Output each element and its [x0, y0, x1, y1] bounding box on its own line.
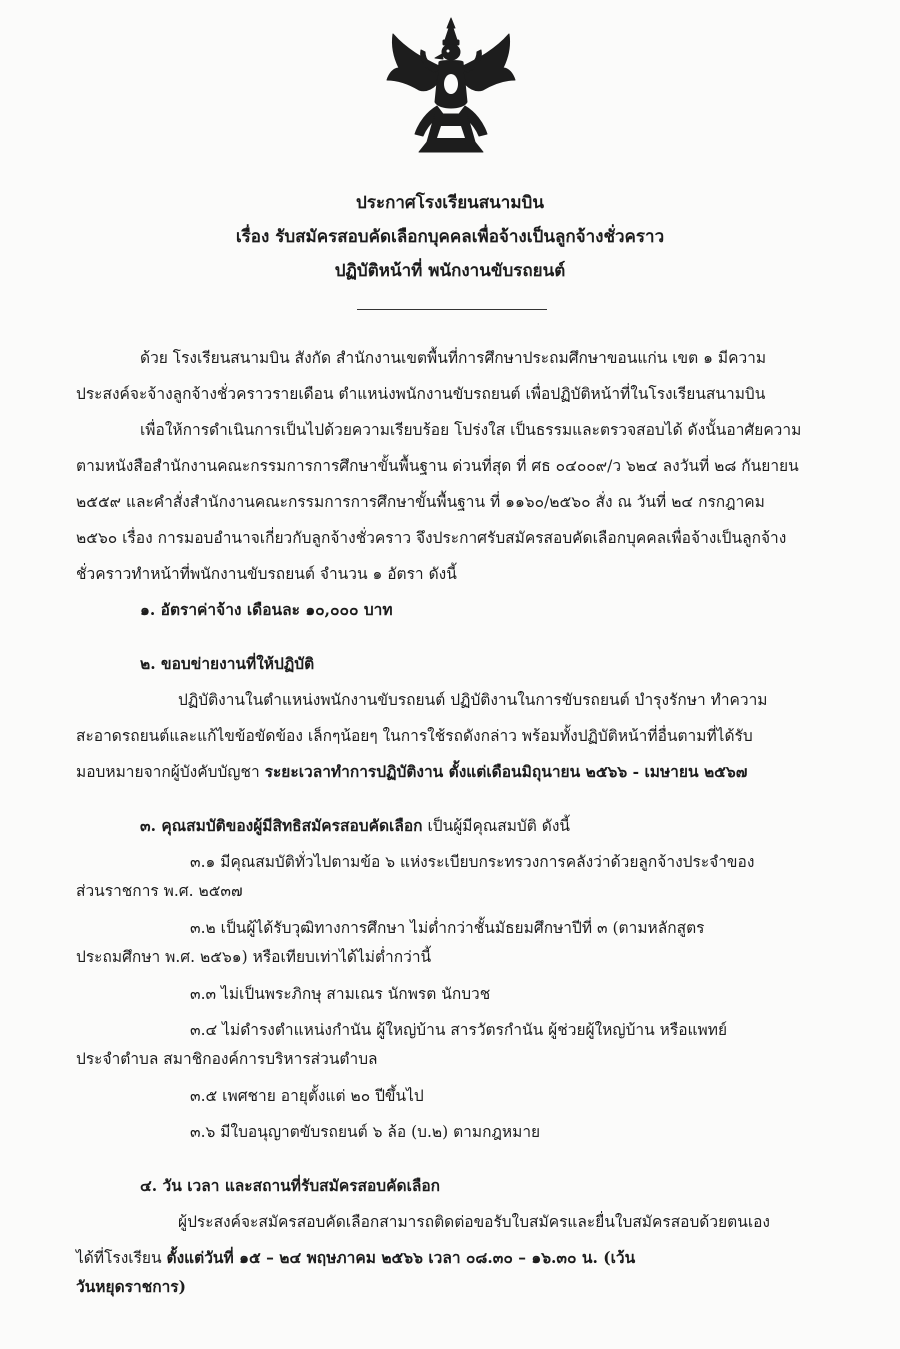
- section-4-text: [76, 1247, 635, 1269]
- qualification-item: ประถมศึกษา พ.ศ. ๒๕๖๑) หรือเทียบเท่าได้ไม่ต่ำกว่านี้: [76, 948, 432, 966]
- announcement-header: [0, 186, 900, 288]
- qualification-item: ๓.๒ เป็นผู้ได้รับวุฒิทางการศึกษา ไม่ต่ำกว่าชั้นมัธยมศึกษาปีที่ ๓ (ตามหลักสูตร: [190, 919, 705, 937]
- announcement-title: ประกาศโรงเรียนสนามบิน: [356, 193, 544, 213]
- qualification-item: ๓.๔ ไม่ดำรงตำแหน่งกำนัน ผู้ใหญ่บ้าน สารวัตรกำนัน ผู้ช่วยผู้ใหญ่บ้าน หรือแพทย์: [190, 1021, 728, 1039]
- intro-line: ๒๕๖๐ เรื่อง การมอบอำนาจเกี่ยวกับลูกจ้างชั่วคราว จึงประกาศรับสมัครสอบคัดเลือกบุคคลเพื่อจ้างเป็นลูกจ้าง: [76, 529, 787, 547]
- intro-line: ๒๕๕๙ และคำสั่งสำนักงานคณะกรรมการการศึกษาขั้นพื้นฐาน ที่ ๑๑๖๐/๒๕๖๐ สั่ง ณ วันที่ ๒๔ กรกฎาคม: [76, 493, 765, 511]
- intro-line: ประสงค์จะจ้างลูกจ้างชั่วคราวรายเดือน ตำแหน่งพนักงานขับรถยนต์ เพื่อปฏิบัติหน้าที่ในโรงเรียนสนามบิน: [76, 385, 766, 403]
- section-2-text: ปฏิบัติงานในตำแหน่งพนักงานขับรถยนต์ ปฏิบัติงานในการขับรถยนต์ บำรุงรักษา ทำความ: [178, 691, 768, 709]
- section-4-text: วันหยุดราชการ): [76, 1277, 186, 1296]
- qualification-item: ประจำตำบล สมาชิกองค์การบริหารส่วนตำบล: [76, 1050, 378, 1068]
- intro-line: ตามหนังสือสำนักงานคณะกรรมการการศึกษาขั้นพื้นฐาน ด่วนที่สุด ที่ ศธ ๐๔๐๐๙/ว ๖๒๔ ลงวันที่ ๒๘ กันยายน: [76, 457, 799, 475]
- qualification-item: ๓.๑ มีคุณสมบัติทั่วไปตามข้อ ๖ แห่งระเบียบกระทรวงการคลังว่าด้วยลูกจ้างประจำของ: [190, 853, 755, 871]
- section-3-heading-bold: ๓. คุณสมบัติของผู้มีสิทธิสมัครสอบคัดเลือก: [140, 816, 423, 835]
- header-divider: [357, 309, 547, 310]
- intro-line: ชั่วคราวทำหน้าที่พนักงานขับรถยนต์ จำนวน ๑ อัตรา ดังนี้: [76, 565, 457, 583]
- section-3-heading-rest: เป็นผู้มีคุณสมบัติ ดังนี้: [422, 817, 570, 835]
- section-2-text: สะอาดรถยนต์และแก้ไขข้อขัดข้อง เล็กๆน้อยๆ ในการใช้รถดังกล่าว พร้อมทั้งปฏิบัติหน้าที่อื่นตามที่ได้รับ: [76, 727, 753, 745]
- qualification-item: ๓.๓ ไม่เป็นพระภิกษุ สามเณร นักพรต นักบวช: [190, 985, 491, 1003]
- section-2-text: [76, 761, 747, 783]
- work-period: ระยะเวลาทำการปฏิบัติงาน ตั้งแต่เดือนมิถุนายน ๒๕๖๖ - เมษายน ๒๕๖๗: [264, 762, 748, 781]
- section-1-heading: ๑. อัตราค่าจ้าง เดือนละ ๑๐,๐๐๐ บาท: [140, 600, 393, 619]
- section-3-heading: [140, 815, 570, 837]
- announcement-subject: เรื่อง รับสมัครสอบคัดเลือกบุคคลเพื่อจ้างเป็นลูกจ้างชั่วคราว: [235, 227, 665, 247]
- application-period: ตั้งแต่วันที่ ๑๕ – ๒๔ พฤษภาคม ๒๕๖๖ เวลา ๐๘.๓๐ – ๑๖.๓๐ น. (เว้น: [166, 1248, 636, 1267]
- announcement-duty: ปฏิบัติหน้าที่ พนักงานขับรถยนต์: [334, 261, 566, 281]
- section-2-text-part: มอบหมายจากผู้บังคับบัญชา: [76, 763, 265, 781]
- intro-line: เพื่อให้การดำเนินการเป็นไปด้วยความเรียบร้อย โปร่งใส เป็นธรรมและตรวจสอบได้ ดังนั้นอาศัยความ: [140, 421, 802, 439]
- qualification-item: ๓.๖ มีใบอนุญาตขับรถยนต์ ๖ ล้อ (บ.๒) ตามกฎหมาย: [190, 1123, 541, 1141]
- garuda-emblem-icon: [385, 14, 517, 156]
- intro-line: ด้วย โรงเรียนสนามบิน สังกัด สำนักงานเขตพื้นที่การศึกษาประถมศึกษาขอนแก่น เขต ๑ มีความ: [140, 349, 767, 367]
- qualification-item: ส่วนราชการ พ.ศ. ๒๕๓๗: [76, 882, 243, 900]
- qualification-item: ๓.๕ เพศชาย อายุตั้งแต่ ๒๐ ปีขึ้นไป: [190, 1087, 424, 1105]
- section-4-heading: ๔. วัน เวลา และสถานที่รับสมัครสอบคัดเลือก: [140, 1176, 441, 1195]
- section-2-heading: ๒. ขอบข่ายงานที่ให้ปฏิบัติ: [140, 654, 315, 673]
- section-4-text: ผู้ประสงค์จะสมัครสอบคัดเลือกสามารถติดต่อขอรับใบสมัครและยื่นใบสมัครสอบด้วยตนเอง: [178, 1213, 770, 1231]
- section-4-text-part: ได้ที่โรงเรียน: [76, 1249, 167, 1267]
